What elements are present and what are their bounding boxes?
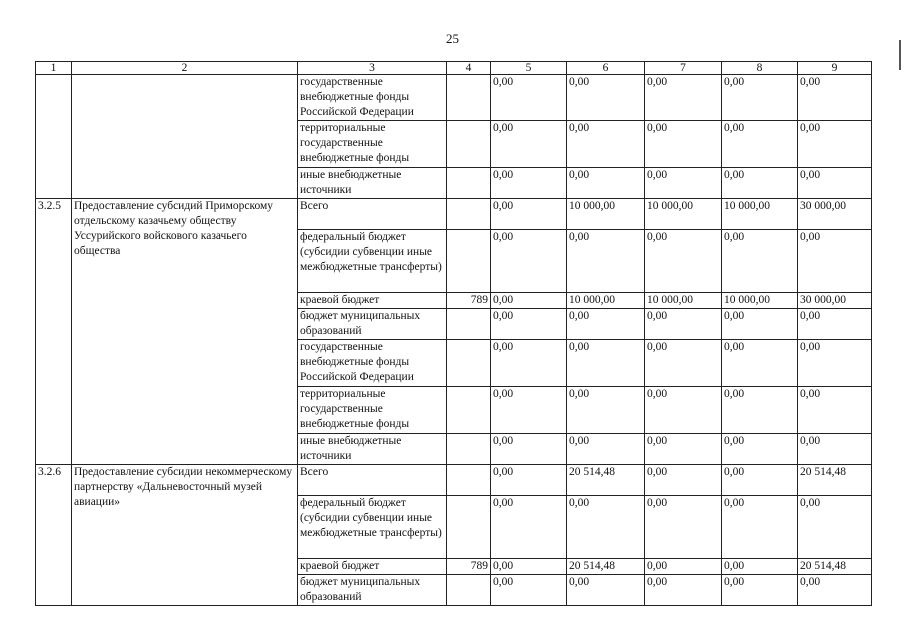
amount-cell: 0,00 [491, 75, 567, 121]
amount-cell: 0,00 [491, 293, 567, 309]
amount-cell: 0,00 [645, 230, 722, 293]
amount-cell: 0,00 [491, 559, 567, 575]
item-number-cell [36, 75, 72, 199]
amount-cell: 0,00 [491, 340, 567, 387]
funding-source-cell: иные внебюджетные источники [298, 434, 447, 465]
scan-edge-mark [899, 40, 901, 70]
amount-cell: 0,00 [567, 496, 645, 559]
funding-source-cell: территориальные государственные внебюджетные фонды [298, 387, 447, 434]
amount-cell: 0,00 [722, 434, 798, 465]
col-header-1: 1 [36, 62, 72, 75]
code-cell [447, 496, 491, 559]
amount-cell: 10 000,00 [567, 199, 645, 230]
funding-source-cell: бюджет муниципальных образований [298, 575, 447, 606]
col-header-7: 7 [645, 62, 722, 75]
amount-cell: 30 000,00 [798, 199, 872, 230]
amount-cell: 0,00 [798, 434, 872, 465]
amount-cell: 0,00 [798, 75, 872, 121]
code-cell [447, 340, 491, 387]
code-cell [447, 75, 491, 121]
code-cell [447, 199, 491, 230]
amount-cell: 0,00 [645, 496, 722, 559]
budget-table [35, 61, 872, 606]
amount-cell: 0,00 [645, 75, 722, 121]
amount-cell: 0,00 [645, 309, 722, 340]
amount-cell: 0,00 [722, 121, 798, 168]
funding-source-cell: Всего [298, 199, 447, 230]
item-number-cell: 3.2.6 [36, 465, 72, 606]
amount-cell: 0,00 [798, 309, 872, 340]
amount-cell: 0,00 [645, 575, 722, 606]
amount-cell: 0,00 [798, 121, 872, 168]
amount-cell: 0,00 [722, 75, 798, 121]
amount-cell: 10 000,00 [645, 293, 722, 309]
code-cell [447, 434, 491, 465]
amount-cell: 0,00 [645, 340, 722, 387]
amount-cell: 0,00 [798, 496, 872, 559]
table-row [36, 75, 872, 121]
amount-cell: 0,00 [722, 496, 798, 559]
table-body [36, 75, 872, 606]
funding-source-cell: федеральный бюджет (субсидии субвенции иные межбюджетные трансферты) [298, 496, 447, 559]
amount-cell: 0,00 [645, 434, 722, 465]
amount-cell: 0,00 [491, 309, 567, 340]
col-header-6: 6 [567, 62, 645, 75]
amount-cell: 0,00 [567, 340, 645, 387]
amount-cell: 0,00 [491, 230, 567, 293]
col-header-3: 3 [298, 62, 447, 75]
amount-cell: 10 000,00 [722, 199, 798, 230]
col-header-5: 5 [491, 62, 567, 75]
amount-cell: 0,00 [491, 434, 567, 465]
amount-cell: 0,00 [491, 168, 567, 199]
code-cell [447, 168, 491, 199]
item-number-cell: 3.2.5 [36, 199, 72, 465]
amount-cell: 0,00 [798, 340, 872, 387]
amount-cell: 10 000,00 [567, 293, 645, 309]
amount-cell: 0,00 [567, 575, 645, 606]
amount-cell: 20 514,48 [567, 465, 645, 496]
code-cell [447, 309, 491, 340]
funding-source-cell: федеральный бюджет (субсидии субвенции иные межбюджетные трансферты) [298, 230, 447, 293]
code-cell [447, 387, 491, 434]
amount-cell: 0,00 [491, 199, 567, 230]
funding-source-cell: Всего [298, 465, 447, 496]
amount-cell: 0,00 [491, 575, 567, 606]
amount-cell: 0,00 [798, 387, 872, 434]
amount-cell: 20 514,48 [798, 559, 872, 575]
item-name-cell: Предоставление субсидий Приморскому отдельскому казачьему обществу Уссурийского войскового казачьего общества [72, 199, 298, 465]
amount-cell: 0,00 [722, 340, 798, 387]
amount-cell: 0,00 [567, 75, 645, 121]
amount-cell: 0,00 [722, 465, 798, 496]
funding-source-cell: бюджет муниципальных образований [298, 309, 447, 340]
code-cell [447, 465, 491, 496]
col-header-8: 8 [722, 62, 798, 75]
col-header-9: 9 [798, 62, 872, 75]
funding-source-cell: государственные внебюджетные фонды Российской Федерации [298, 75, 447, 121]
amount-cell: 0,00 [798, 168, 872, 199]
amount-cell: 20 514,48 [567, 559, 645, 575]
funding-source-cell: территориальные государственные внебюджетные фонды [298, 121, 447, 168]
amount-cell: 30 000,00 [798, 293, 872, 309]
amount-cell: 10 000,00 [722, 293, 798, 309]
code-cell: 789 [447, 559, 491, 575]
amount-cell: 0,00 [645, 465, 722, 496]
amount-cell: 10 000,00 [645, 199, 722, 230]
amount-cell: 0,00 [645, 559, 722, 575]
col-header-4: 4 [447, 62, 491, 75]
amount-cell: 0,00 [798, 230, 872, 293]
funding-source-cell: иные внебюджетные источники [298, 168, 447, 199]
page-number: 25 [446, 31, 459, 46]
amount-cell: 0,00 [491, 465, 567, 496]
code-cell: 789 [447, 293, 491, 309]
amount-cell: 0,00 [722, 168, 798, 199]
amount-cell: 0,00 [567, 121, 645, 168]
code-cell [447, 575, 491, 606]
table-row [36, 465, 872, 496]
funding-source-cell: краевой бюджет [298, 293, 447, 309]
amount-cell: 0,00 [567, 309, 645, 340]
amount-cell: 0,00 [722, 309, 798, 340]
amount-cell: 0,00 [567, 434, 645, 465]
header-row [36, 62, 872, 75]
amount-cell: 0,00 [722, 387, 798, 434]
item-name-cell: Предоставление субсидии некоммерческому партнерству «Дальневосточный музей авиации» [72, 465, 298, 606]
amount-cell: 20 514,48 [798, 465, 872, 496]
amount-cell: 0,00 [567, 168, 645, 199]
funding-source-cell: краевой бюджет [298, 559, 447, 575]
amount-cell: 0,00 [645, 387, 722, 434]
item-name-cell [72, 75, 298, 199]
table-row [36, 199, 872, 230]
amount-cell: 0,00 [722, 575, 798, 606]
amount-cell: 0,00 [645, 168, 722, 199]
code-cell [447, 121, 491, 168]
amount-cell: 0,00 [798, 575, 872, 606]
amount-cell: 0,00 [722, 230, 798, 293]
amount-cell: 0,00 [491, 121, 567, 168]
amount-cell: 0,00 [491, 496, 567, 559]
amount-cell: 0,00 [645, 121, 722, 168]
code-cell [447, 230, 491, 293]
amount-cell: 0,00 [567, 230, 645, 293]
col-header-2: 2 [72, 62, 298, 75]
amount-cell: 0,00 [491, 387, 567, 434]
funding-source-cell: государственные внебюджетные фонды Российской Федерации [298, 340, 447, 387]
amount-cell: 0,00 [567, 387, 645, 434]
amount-cell: 0,00 [722, 559, 798, 575]
